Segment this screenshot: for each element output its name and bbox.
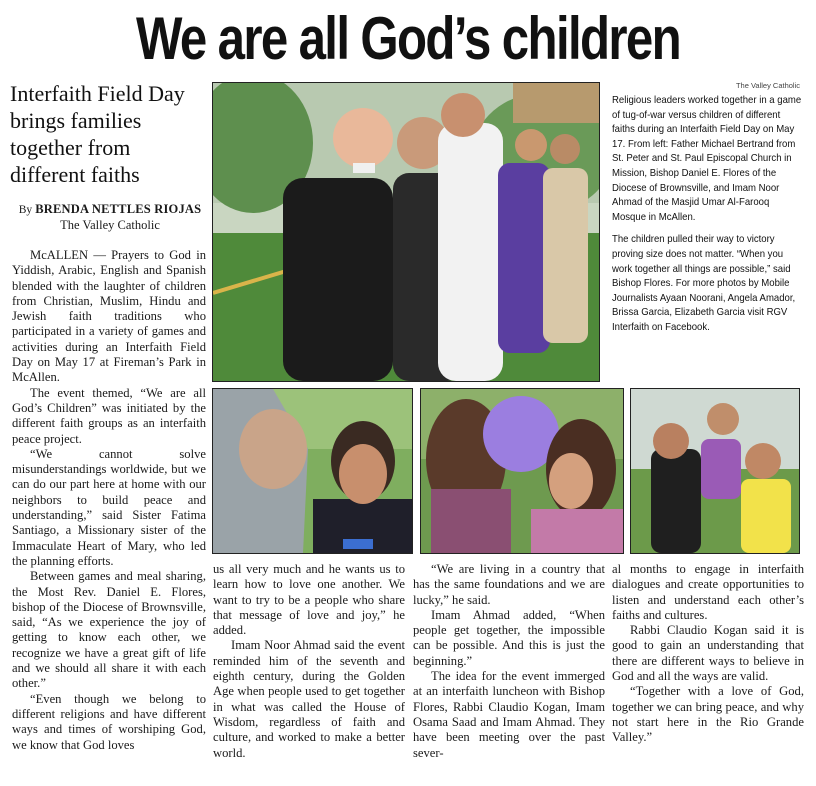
byline [12, 202, 208, 233]
paragraph: us all very much and he wants us to learn how to love one another. We want to try to be a people who share that message of love and joy,” he added. [213, 562, 405, 638]
paragraph: “We cannot solve misunderstandings worldwide, but we can do our part here at home with our neighbors to build peace and understanding,” said Sister Fatima Santiago, a Missionary sister of the Immaculate Heart of Mary, who led the planning efforts. [12, 446, 206, 568]
caption-paragraph: The children pulled their way to victory proving size does not matter. “When you work together all things are possible,” said Bishop Flores. For more photos by Mobile Journalists Ayaan Noorani, Angela Amador, Brissa Garcia, Elizabeth Garcia visit RGV Interfaith on Facebook. [612, 234, 796, 333]
photo-children-group [630, 388, 800, 554]
paragraph: Rabbi Claudio Kogan said it is good to gain an understanding that there are different ways to believe in God and all the ways are valid. [612, 623, 804, 684]
subheadline: Interfaith Field Day brings families together from different faiths [10, 81, 185, 187]
article-column-2 [213, 562, 405, 761]
byline-author: BRENDA NETTLES RIOJAS [35, 202, 202, 216]
paragraph: The event themed, “We are all God’s Children” was initiated by the different faith groups as an interfaith peace project. [12, 385, 206, 446]
byline-prefix: By [18, 204, 33, 216]
paragraph: Imam Ahmad added, “When people get together, the impossible can be possible. And this is just the beginning.” [413, 607, 605, 668]
photo-balloon-game [420, 388, 624, 554]
caption-paragraph: Religious leaders worked together in a game of tug-of-war versus children of different faiths during an Interfaith Field Day on May 17. From left: Father Michael Bertrand from St. Peter and St. Paul Episcopal Church in Mission, Bishop Daniel E. Flores of the Diocese of Brownsville, and Imam Noor Ahmad of the Masjid Umar Al-Farooq Mosque in McAllen. [612, 95, 802, 223]
paragraph: “We are living in a country that has the same foundations and we are lucky,” he said. [413, 562, 605, 607]
paragraph: “Even though we belong to different religions and have different ways and times of worshiping God, we know that God loves [12, 691, 206, 752]
photo-face-painting [212, 388, 413, 554]
paragraph: The idea for the event immerged at an interfaith luncheon with Bishop Flores, Rabbi Claudio Kogan, Imam Osama Saad and Imam Ahmad. They have been meeting over the past sever- [413, 669, 605, 760]
byline-publication: The Valley Catholic [60, 218, 160, 232]
photo-credit: The Valley Catholic [735, 81, 800, 90]
photo-caption [612, 94, 803, 344]
headline: We are all God’s children [135, 5, 681, 72]
paragraph: al months to engage in interfaith dialogues and create opportunities to listen and understand each other’s faiths and cultures. [612, 562, 804, 622]
paragraph: Between games and meal sharing, the Most Rev. Daniel E. Flores, bishop of the Diocese of Brownsville, said, “As we experience the joy of getting to know each other, we recognize we have a great gift of life and we should all share it with each other.” [12, 569, 206, 691]
paragraph: Imam Noor Ahmad said the event reminded him of the seventh and eighth century, during the Golden Age when people used to get together in what was called the House of Wisdom, regardless of faith and culture, and worked to make a better world. [213, 638, 405, 760]
article-column-3 [413, 562, 605, 761]
paragraph: “Together with a love of God, together we can bring peace, and why not start here in the Rio Grande Valley.” [612, 684, 804, 745]
photo-tug-of-war [212, 82, 600, 382]
paragraph: McALLEN — Prayers to God in Yiddish, Arabic, English and Spanish blended with the laughter of children from Christian, Muslim, Hindu and Jewish faith traditions who participated in a variety of games and activities during an Interfaith Field Day on May 17 at Fireman’s Park in McAllen. [12, 248, 206, 385]
article-column-1 [12, 248, 206, 753]
article-column-4 [612, 562, 804, 746]
